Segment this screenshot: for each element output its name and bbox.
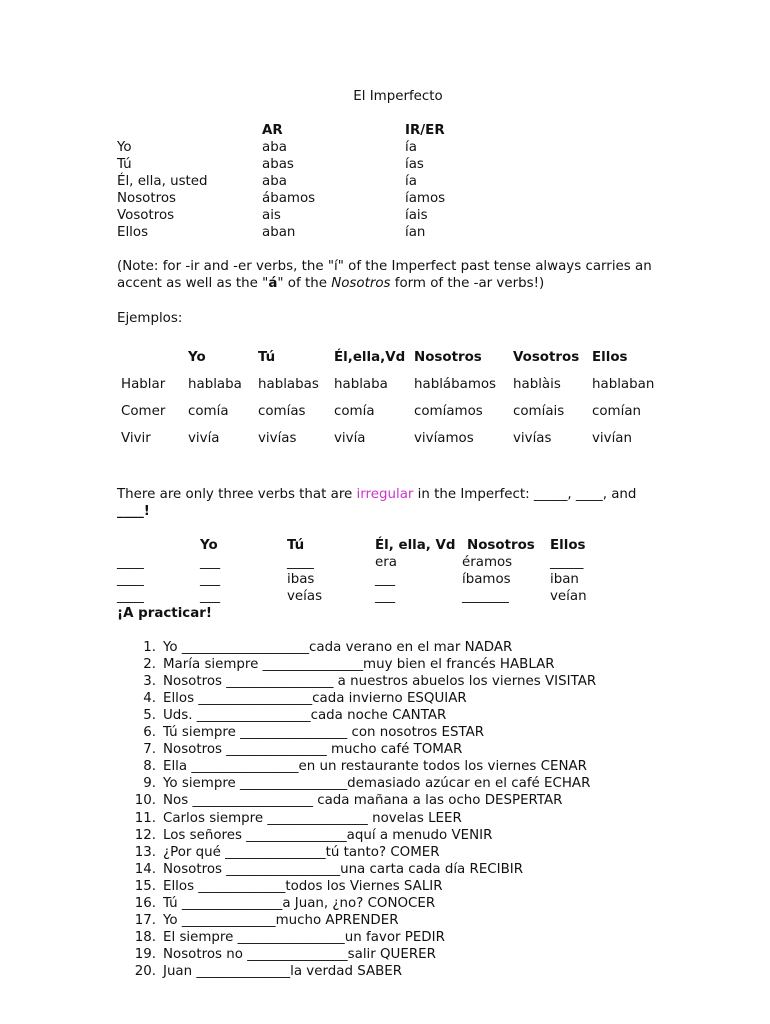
exercise-sentence: ¿Por qué _______________tú tanto? COMER <box>163 845 440 860</box>
exercise-number: 6. <box>143 725 156 740</box>
pronoun-cell: Tú <box>117 157 132 172</box>
exercise-sentence: María siempre _______________muy bien el francés HABLAR <box>163 657 555 672</box>
ar-ending-cell: aban <box>262 225 296 240</box>
conjugation-cell: vivía <box>334 431 366 446</box>
irregular-cell: ibas <box>287 572 315 587</box>
ar-ending-cell: ábamos <box>262 191 316 206</box>
verb-infinitive: Comer <box>121 404 166 419</box>
exercise-number: 9. <box>143 776 156 791</box>
ejemplos-header: Nosotros <box>414 350 482 365</box>
exercise-sentence: Yo ___________________cada verano en el mar NADAR <box>163 640 513 655</box>
conjugation-cell: comía <box>334 404 375 419</box>
exercise-sentence: Ella ________________en un restaurante todos los viernes CENAR <box>163 759 587 774</box>
exercise-number: 10. <box>134 793 156 808</box>
exercise-sentence: Juan ______________la verdad SABER <box>163 964 403 979</box>
pronoun-cell: Vosotros <box>117 208 175 223</box>
exercise-number: 12. <box>134 828 156 843</box>
ir-er-ending-cell: ía <box>405 174 417 189</box>
irregular-cell: ___ <box>375 589 396 604</box>
conjugation-cell: vivíamos <box>414 431 474 446</box>
conjugation-cell: hablaba <box>334 377 388 392</box>
irregular-cell: íbamos <box>462 572 511 587</box>
exercise-number: 5. <box>143 708 156 723</box>
irregular-cell: era <box>375 555 397 570</box>
conjugation-cell: comíais <box>513 404 565 419</box>
exercise-sentence: Nosotros no _______________salir QUERER <box>163 947 436 962</box>
conjugation-cell: comíamos <box>414 404 483 419</box>
note-accent-letter: á <box>268 276 278 291</box>
irregular-cell: ____ <box>117 572 144 587</box>
irregular-cell: éramos <box>462 555 513 570</box>
irregular-cell: iban <box>550 572 579 587</box>
practice-heading: ¡A practicar! <box>117 606 212 621</box>
conjugation-cell: hablábamos <box>414 377 497 392</box>
header-ar: AR <box>262 123 283 138</box>
exercise-sentence: Nosotros ________________ a nuestros abuelos los viernes VISITAR <box>163 674 597 689</box>
irregular-header: Ellos <box>550 538 586 553</box>
ir-er-ending-cell: ían <box>405 225 426 240</box>
ar-ending-cell: ais <box>262 208 281 223</box>
irregular-cell: veían <box>550 589 587 604</box>
ejemplos-header: Él,ella,Vd <box>334 350 406 365</box>
conjugation-cell: hablaban <box>592 377 655 392</box>
exercise-sentence: Tú _______________a Juan, ¿no? CONOCER <box>163 896 436 911</box>
note-text: " of the <box>277 276 332 291</box>
header-ir-er: IR/ER <box>405 123 445 138</box>
irregular-cell: ____ <box>117 555 144 570</box>
exercise-number: 2. <box>143 657 156 672</box>
exercise-sentence: Nosotros _________________una carta cada día RECIBIR <box>163 862 524 877</box>
ejemplos-header: Tú <box>258 350 276 365</box>
irregular-cell: ___ <box>200 555 221 570</box>
conjugation-cell: vivías <box>258 431 297 446</box>
ejemplos-header: Ellos <box>592 350 628 365</box>
irregular-cell: ____ <box>117 589 144 604</box>
conjugation-cell: hablaba <box>188 377 242 392</box>
conjugation-cell: comía <box>188 404 229 419</box>
irregular-highlight: irregular <box>356 487 414 502</box>
exercise-sentence: Ellos _____________todos los Viernes SALIR <box>163 879 443 894</box>
conjugation-cell: hablabas <box>258 377 319 392</box>
exercise-number: 16. <box>134 896 156 911</box>
exercise-sentence: Nosotros _______________ mucho café TOMAR <box>163 742 463 757</box>
irregular-line-1 <box>117 486 636 503</box>
ar-ending-cell: aba <box>262 140 287 155</box>
pronoun-cell: Él, ella, usted <box>117 174 208 189</box>
note-text: form of the -ar verbs!) <box>390 276 545 291</box>
ejemplos-header: Yo <box>188 350 206 365</box>
exercise-number: 11. <box>134 811 156 826</box>
exercise-number: 17. <box>134 913 156 928</box>
irregular-cell: _______ <box>462 589 509 604</box>
exercise-sentence: Uds. _________________cada noche CANTAR <box>163 708 447 723</box>
exercise-sentence: Yo siempre ________________demasiado azúcar en el café ECHAR <box>163 776 591 791</box>
ar-ending-cell: aba <box>262 174 287 189</box>
exercise-sentence: Nos __________________ cada mañana a las ocho DESPERTAR <box>163 793 563 808</box>
conjugation-cell: comías <box>258 404 306 419</box>
exercise-number: 13. <box>134 845 156 860</box>
note-line-1: (Note: for -ir and -er verbs, the "í" of the Imperfect past tense always carries an <box>117 259 652 274</box>
ir-er-ending-cell: íamos <box>405 191 446 206</box>
irregular-cell: ____ <box>287 555 314 570</box>
irregular-cell: ___ <box>375 572 396 587</box>
conjugation-cell: vivías <box>513 431 552 446</box>
ir-er-ending-cell: ía <box>405 140 417 155</box>
irregular-cell: ___ <box>200 589 221 604</box>
prompt-text: in the Imperfect: _____, ____, and <box>413 487 637 502</box>
pronoun-cell: Nosotros <box>117 191 177 206</box>
note-line-2 <box>117 275 544 292</box>
exercise-number: 18. <box>134 930 156 945</box>
exercise-number: 3. <box>143 674 156 689</box>
irregular-cell: ___ <box>200 572 221 587</box>
exercise-sentence: Yo ______________mucho APRENDER <box>163 913 399 928</box>
verb-infinitive: Hablar <box>121 377 166 392</box>
conjugation-cell: vivía <box>188 431 220 446</box>
exercise-sentence: Ellos _________________cada invierno ESQUIAR <box>163 691 467 706</box>
exercise-sentence: Los señores _______________aquí a menudo VENIR <box>163 828 493 843</box>
exercise-number: 7. <box>143 742 156 757</box>
exercise-number: 14. <box>134 862 156 877</box>
exercise-sentence: Carlos siempre _______________ novelas LEER <box>163 811 462 826</box>
irregular-header: Él, ella, Vd <box>375 538 456 553</box>
ar-ending-cell: abas <box>262 157 294 172</box>
prompt-text: There are only three verbs that are <box>117 487 357 502</box>
exercise-sentence: Tú siempre ________________ con nosotros ESTAR <box>163 725 485 740</box>
note-text: accent as well as the " <box>117 276 269 291</box>
exercise-number: 8. <box>143 759 156 774</box>
ejemplos-label: Ejemplos: <box>117 311 183 326</box>
irregular-header: Nosotros <box>467 538 535 553</box>
ir-er-ending-cell: ías <box>405 157 424 172</box>
irregular-header: Yo <box>200 538 218 553</box>
conjugation-cell: vivían <box>592 431 632 446</box>
exercise-number: 1. <box>143 640 156 655</box>
note-nosotros-italic: Nosotros <box>331 276 391 291</box>
ir-er-ending-cell: íais <box>405 208 428 223</box>
irregular-header: Tú <box>287 538 305 553</box>
conjugation-cell: hablàis <box>513 377 561 392</box>
irregular-cell: _____ <box>550 555 584 570</box>
pronoun-cell: Ellos <box>117 225 149 240</box>
exercise-number: 4. <box>143 691 156 706</box>
pronoun-cell: Yo <box>117 140 132 155</box>
exercise-sentence: El siempre ________________un favor PEDIR <box>163 930 445 945</box>
ejemplos-header: Vosotros <box>513 350 580 365</box>
conjugation-cell: comían <box>592 404 642 419</box>
exercise-number: 20. <box>134 964 156 979</box>
page-title: El Imperfecto <box>353 89 443 104</box>
irregular-line-2: ____! <box>117 504 150 519</box>
exercise-number: 19. <box>134 947 156 962</box>
verb-infinitive: Vivir <box>121 431 151 446</box>
exercise-number: 15. <box>134 879 156 894</box>
irregular-cell: veías <box>287 589 323 604</box>
